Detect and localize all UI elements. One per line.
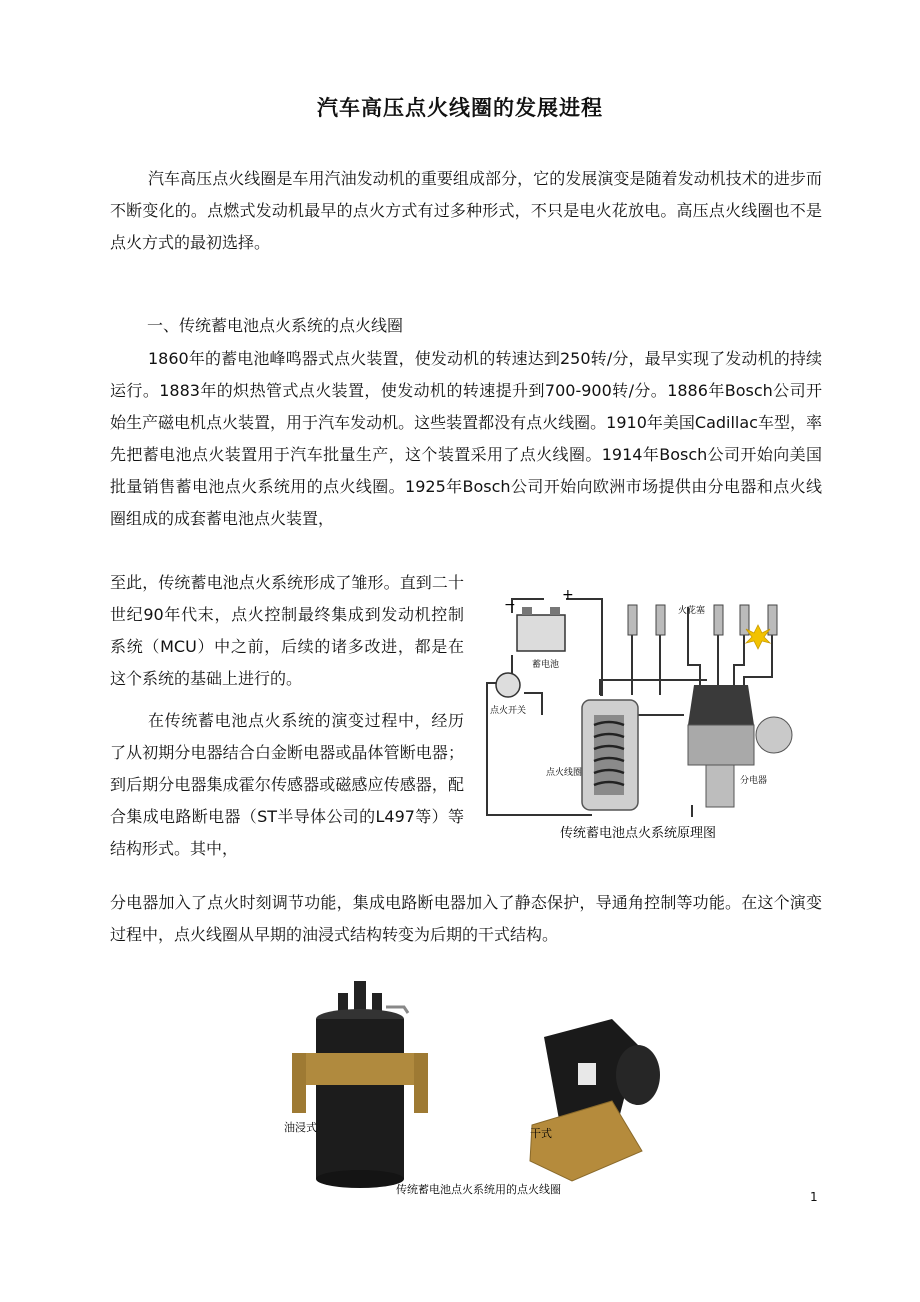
distributor-icon xyxy=(688,685,792,807)
dry-coil-icon xyxy=(530,1019,660,1181)
oil-filled-label: 油浸式 xyxy=(284,1121,317,1134)
ignition-coil-icon xyxy=(582,700,638,810)
paragraph-history: 1860年的蓄电池峰鸣器式点火装置，使发动机的转速达到250转/分，最早实现了发动机的持续运行。1883年的炽热管式点火装置，使发动机的转速提升到700-900转/分。1886年Bosch公司开始生产磁电机点火装置，用于汽车发动机。这些装置都没有点火线圈。1910年美国Cadillac车型，率先把蓄电池点火装置用于汽车批量生产，这个装置采用了点火线圈。1914年Bosch公司开始向美国批量销售蓄电池点火系统用的点火线圈。1925年Bosch公司开始向欧洲市场提供由分电器和点火线圈组成的成套蓄电池点火装置， xyxy=(110,349,822,528)
ignition-system-diagram xyxy=(482,585,822,845)
minus-sign: − xyxy=(504,597,516,613)
spark-plug-label: 火花塞 xyxy=(678,606,706,616)
plus-sign: + xyxy=(562,587,574,603)
page-number: 1 xyxy=(810,1190,818,1204)
ignition-coils-photo xyxy=(282,975,682,1205)
figure1-caption: 传统蓄电池点火系统原理图 xyxy=(560,826,717,841)
oil-filled-coil-icon xyxy=(292,981,428,1188)
figure2-caption: 传统蓄电池点火系统用的点火线圈 xyxy=(396,1183,561,1196)
intro-paragraph: 汽车高压点火线圈是车用汽油发动机的重要组成部分，它的发展演变是随着发动机技术的进步而不断变化的。点燃式发动机最早的点火方式有过多种形式，不只是电火花放电。高压点火线圈也不是点火方式的最初选择。 xyxy=(110,169,822,252)
battery-icon xyxy=(517,607,565,651)
paragraph-evolution: 在传统蓄电池点火系统的演变过程中，经历了从初期分电器结合白金断电器或晶体管断电器；到后期分电器集成霍尔传感器或磁感应传感器，配合集成电路断电器（ST半导体公司的L497等）等结构形式。其中， xyxy=(110,711,464,858)
dry-type-label: 干式 xyxy=(530,1127,552,1140)
ignition-switch-icon xyxy=(496,673,520,697)
distributor-label: 分电器 xyxy=(740,776,768,786)
paragraph-history-continued: 至此，传统蓄电池点火系统形成了雏形。直到二十世纪90年代末，点火控制最终集成到发动机控制系统（MCU）中之前，后续的诸多改进，都是在这个系统的基础上进行的。 xyxy=(110,573,464,688)
spark-icon xyxy=(746,625,770,649)
ignition-switch-label: 点火开关 xyxy=(490,706,527,716)
section-heading: 一、传统蓄电池点火系统的点火线圈 xyxy=(147,316,404,335)
coil-label: 点火线圈 xyxy=(546,768,583,778)
battery-label: 蓄电池 xyxy=(532,660,560,670)
document-title: 汽车高压点火线圈的发展进程 xyxy=(317,96,603,120)
paragraph-evolution-continued: 分电器加入了点火时刻调节功能，集成电路断电器加入了静态保护，导通角控制等功能。在这个演变过程中，点火线圈从早期的油浸式结构转变为后期的干式结构。 xyxy=(110,893,822,944)
